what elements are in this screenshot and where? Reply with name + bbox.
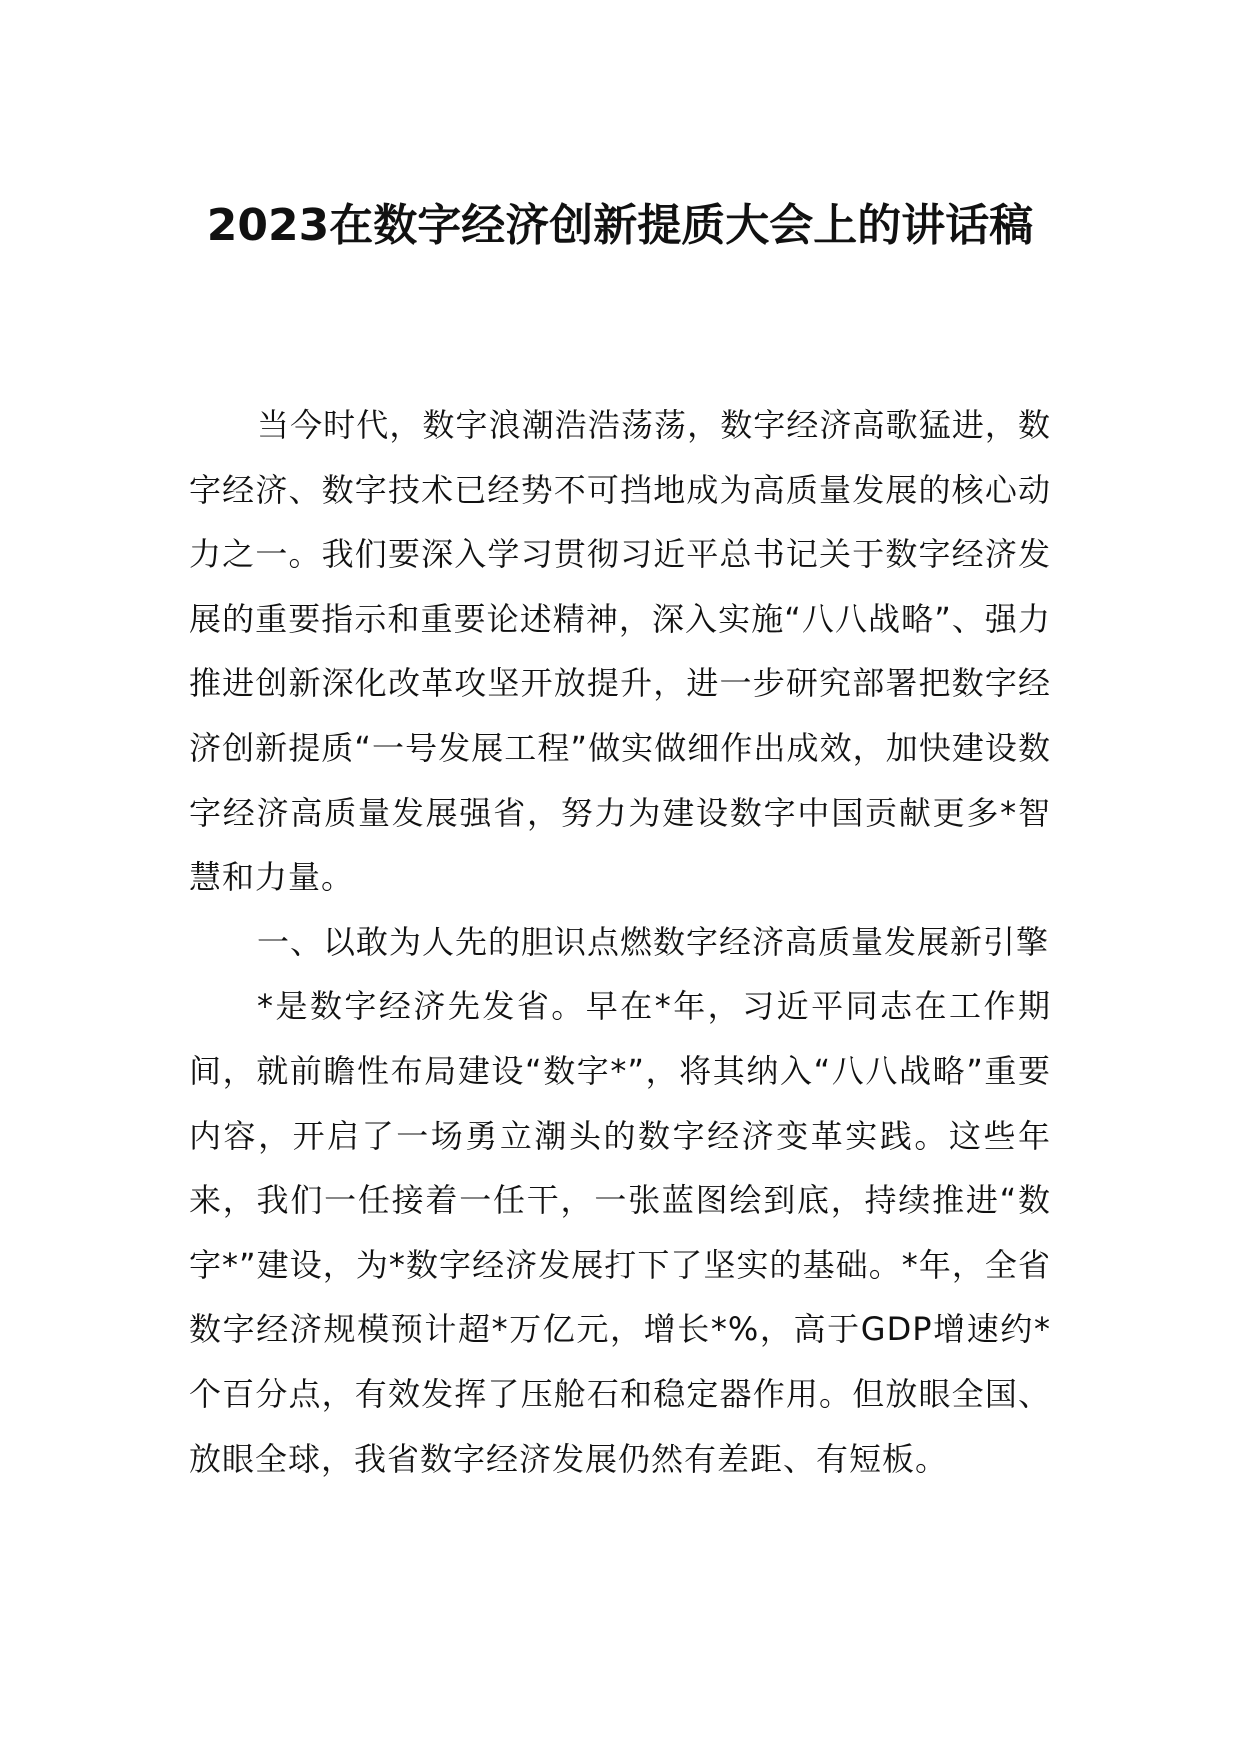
section-heading-1: 一、以敢为人先的胆识点燃数字经济高质量发展新引擎: [257, 922, 1050, 961]
paragraph-section-1: *是数字经济先发省。早在*年，习近平同志在工作期间，就前瞻性布局建设“数字*”，将其纳入“八八战略”重要内容，开启了一场勇立潮头的数字经济变革实践。这些年来，我们一任接着一任干，一张蓝图绘到底，持续推进“数字*”建设，为*数字经济发展打下了坚实的基础。*年，全省数字经济规模预计超*万亿元，增长*%，高于GDP增速约*个百分点，有效发挥了压舱石和稳定器作用。但放眼全国、放眼全球，我省数字经济发展仍然有差距、有短板。: [189, 987, 1051, 1478]
paragraph-intro: 当今时代，数字浪潮浩浩荡荡，数字经济高歌猛进，数字经济、数字技术已经势不可挡地成为高质量发展的核心动力之一。我们要深入学习贯彻习近平总书记关于数字经济发展的重要指示和重要论述精神，深入实施“八八战略”、强力推进创新深化改革攻坚开放提升，进一步研究部署把数字经济创新提质“一号发展工程”做实做细作出成效，加快建设数字经济高质量发展强省，努力为建设数字中国贡献更多*智慧和力量。: [189, 406, 1051, 897]
document-body: [189, 393, 1051, 1491]
document-title: 2023在数字经济创新提质大会上的讲话稿: [206, 200, 1034, 251]
